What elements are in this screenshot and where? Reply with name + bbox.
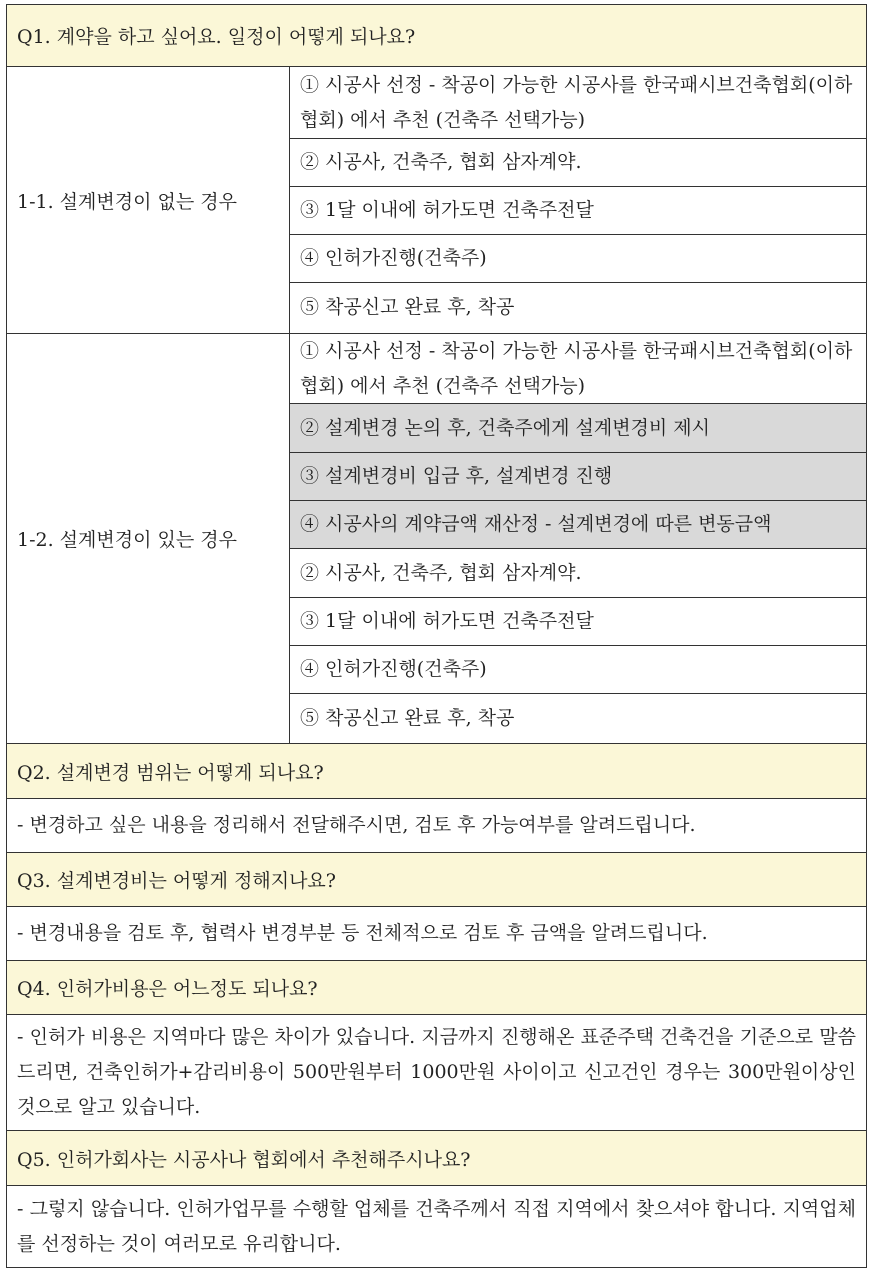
step-item: ④ 인허가진행(건축주) <box>290 235 866 283</box>
step-list <box>290 67 866 333</box>
faq-table <box>6 4 867 1268</box>
step-item: ② 시공사, 건축주, 협회 삼자계약. <box>290 549 866 598</box>
step-item-highlighted: ③ 설계변경비 입금 후, 설계변경 진행 <box>290 453 866 501</box>
case-label: 1-2. 설계변경이 있는 경우 <box>7 334 290 743</box>
answer-row <box>7 1186 866 1268</box>
question-text: Q1. 계약을 하고 싶어요. 일정이 어떻게 되나요? <box>17 26 416 48</box>
question-row <box>7 1131 866 1186</box>
answer-text: - 변경하고 싶은 내용을 정리해서 전달해주시면, 검토 후 가능여부를 알려드립니다. <box>17 814 696 836</box>
question-row <box>7 961 866 1015</box>
answer-row <box>7 907 866 961</box>
step-item-highlighted: ② 설계변경 논의 후, 건축주에게 설계변경비 제시 <box>290 404 866 453</box>
answer-row <box>7 1015 866 1131</box>
step-item: ③ 1달 이내에 허가도면 건축주전달 <box>290 187 866 235</box>
step-list <box>290 334 866 743</box>
question-text: Q4. 인허가비용은 어느정도 되나요? <box>17 978 318 1000</box>
step-item: ① 시공사 선정 - 착공이 가능한 시공사를 한국패시브건축협회(이하 협회) 에서 추천 (건축주 선택가능) <box>290 334 866 404</box>
answer-text: - 변경내용을 검토 후, 협력사 변경부분 등 전체적으로 검토 후 금액을 알려드립니다. <box>17 922 708 944</box>
question-row <box>7 5 866 67</box>
step-item: ③ 1달 이내에 허가도면 건축주전달 <box>290 598 866 646</box>
step-item: ② 시공사, 건축주, 협회 삼자계약. <box>290 139 866 187</box>
question-row <box>7 744 866 799</box>
case-row-no-change <box>7 67 866 334</box>
step-item: ⑤ 착공신고 완료 후, 착공 <box>290 283 866 332</box>
question-text: Q2. 설계변경 범위는 어떻게 되나요? <box>17 761 324 784</box>
case-label: 1-1. 설계변경이 없는 경우 <box>7 67 290 333</box>
question-text: Q5. 인허가회사는 시공사나 협회에서 추천해주시나요? <box>17 1148 471 1171</box>
case-row-with-change <box>7 334 866 744</box>
answer-row <box>7 799 866 853</box>
answer-text: - 인허가 비용은 지역마다 많은 차이가 있습니다. 지금까지 진행해온 표준주택 건축건을 기준으로 말씀드리면, 건축인허가+감리비용이 500만원부터 1000만원 사이이고 신고건인 경우는 300만원이상인 것으로 알고 있습니다. <box>17 1026 856 1118</box>
question-row <box>7 853 866 907</box>
step-item-highlighted: ④ 시공사의 계약금액 재산정 - 설계변경에 따른 변동금액 <box>290 501 866 549</box>
step-item: ⑤ 착공신고 완료 후, 착공 <box>290 694 866 743</box>
answer-text: - 그렇지 않습니다. 인허가업무를 수행할 업체를 건축주께서 직접 지역에서 찾으셔야 합니다. 지역업체를 선정하는 것이 여러모로 유리합니다. <box>17 1197 856 1255</box>
step-item: ① 시공사 선정 - 착공이 가능한 시공사를 한국패시브건축협회(이하 협회) 에서 추천 (건축주 선택가능) <box>290 67 866 139</box>
step-item: ④ 인허가진행(건축주) <box>290 646 866 694</box>
question-text: Q3. 설계변경비는 어떻게 정해지나요? <box>17 870 336 892</box>
